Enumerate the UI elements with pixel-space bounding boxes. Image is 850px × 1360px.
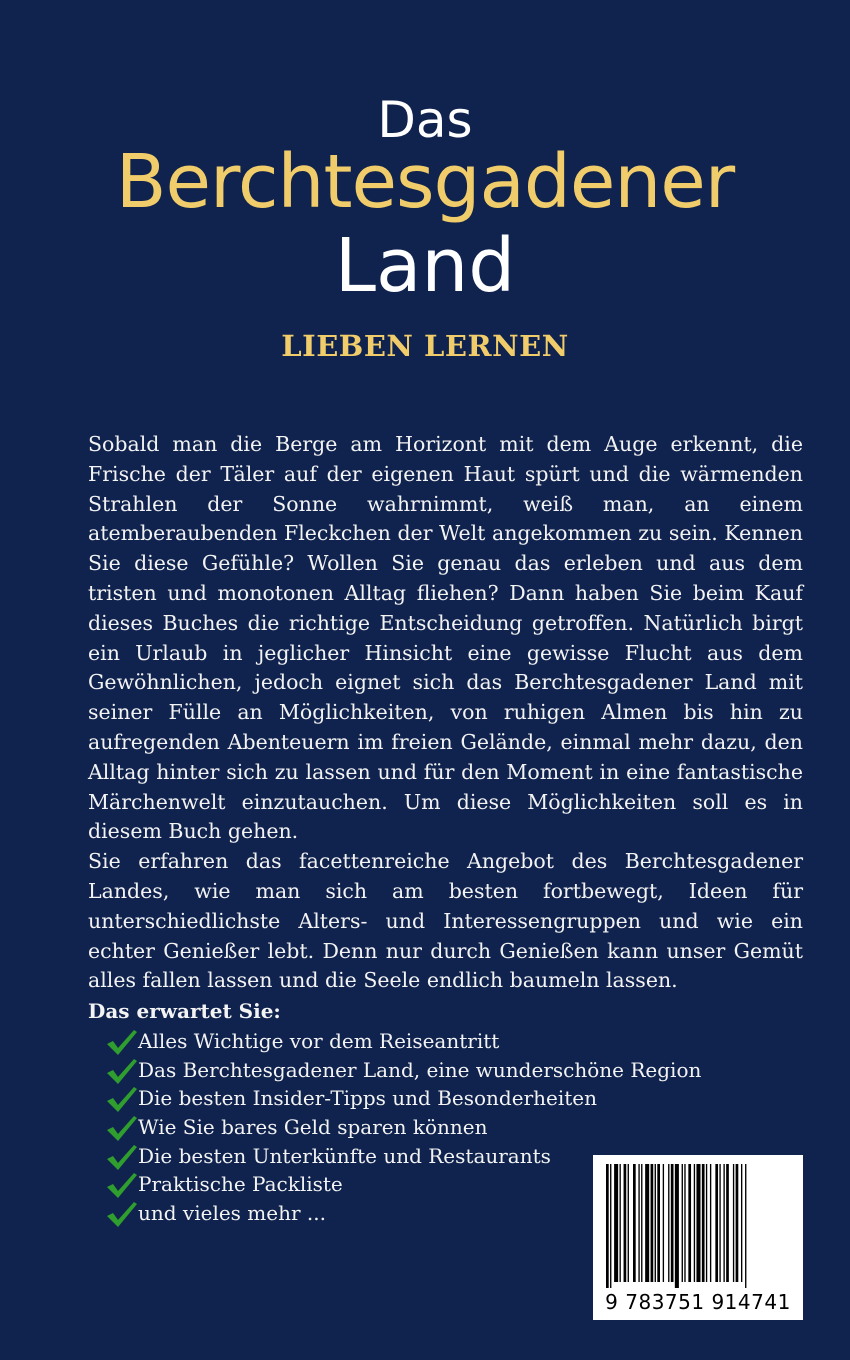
- barcode-bar: [710, 1164, 711, 1282]
- barcode-bar: [696, 1164, 700, 1282]
- checkmark-icon: [104, 1113, 138, 1143]
- barcode-bar: [733, 1164, 734, 1282]
- barcode-bar: [645, 1164, 649, 1282]
- barcode-bar: [688, 1164, 691, 1282]
- barcode-bar: [684, 1164, 685, 1282]
- barcode-bar: [741, 1164, 742, 1282]
- barcode-bar: [628, 1164, 629, 1282]
- checkmark-icon: [104, 1084, 138, 1114]
- checkmark-icon: [104, 1170, 138, 1200]
- barcode-bar: [641, 1164, 642, 1282]
- feature-item: [88, 1056, 701, 1085]
- barcode-bar: [675, 1164, 679, 1288]
- barcode-bar: [657, 1164, 660, 1282]
- barcode-bar: [715, 1164, 718, 1282]
- barcode-bars: [605, 1164, 791, 1288]
- barcode-bar: [671, 1164, 674, 1282]
- features-heading: Das erwartet Sie:: [88, 999, 281, 1023]
- barcode-bar: [633, 1164, 636, 1282]
- feature-label: Praktische Packliste: [138, 1172, 343, 1197]
- barcode-bar: [736, 1164, 739, 1282]
- barcode-bar: [610, 1164, 611, 1288]
- feature-label: Die besten Insider-Tipps und Besonderheiten: [138, 1086, 597, 1111]
- checkmark-icon: [104, 1199, 138, 1229]
- barcode-bar: [638, 1164, 639, 1282]
- isbn-number: 9 783751 914741: [605, 1290, 791, 1314]
- checkmark-icon: [104, 1027, 138, 1057]
- blurb-paragraph-2: Sie erfahren das facettenreiche Angebot des Berchtesgadener Landes, wie man sich am besten fortbewegt, Ideen für unterschiedlichste Alters- und Interessengruppen und wie ein echter Genießer lebt. Denn nur durch Genießen kann unser Gemüt alles fallen lassen und die Seele endlich baumeln lassen.: [88, 849, 803, 993]
- barcode-bar: [694, 1164, 695, 1282]
- barcode-bar: [655, 1164, 656, 1282]
- feature-label: Die besten Unterkünfte und Restaurants: [138, 1143, 551, 1168]
- checkmark-icon: [104, 1142, 138, 1172]
- barcode-bar: [726, 1164, 729, 1282]
- barcode-bar: [668, 1164, 669, 1282]
- title-line-land: Land: [334, 223, 516, 309]
- barcode-bar: [606, 1164, 609, 1288]
- barcode-bar: [723, 1164, 724, 1282]
- checkmark-icon: [104, 1056, 138, 1086]
- feature-item: [88, 1084, 701, 1113]
- title-line-das: Das: [377, 91, 473, 149]
- barcode-bar: [706, 1164, 707, 1282]
- barcode-bar: [651, 1164, 654, 1282]
- feature-label: Das Berchtesgadener Land, eine wunderschöne Region: [138, 1057, 702, 1082]
- barcode-bar: [719, 1164, 720, 1282]
- barcode-bar: [745, 1164, 746, 1288]
- barcode-bar: [624, 1164, 627, 1282]
- barcode-bar: [682, 1164, 683, 1282]
- barcode-bar: [614, 1164, 618, 1282]
- blurb-text: [88, 430, 803, 996]
- feature-item: [88, 1113, 701, 1142]
- feature-label: Wie Sie bares Geld sparen können: [138, 1115, 488, 1140]
- subtitle: LIEBEN LERNEN: [281, 329, 569, 363]
- feature-label: und vieles mehr ...: [138, 1201, 326, 1226]
- barcode-bar: [663, 1164, 664, 1282]
- barcode-bar: [620, 1164, 621, 1282]
- feature-label: Alles Wichtige vor dem Reiseantritt: [138, 1029, 500, 1053]
- isbn-barcode: [593, 1155, 803, 1320]
- barcode-bar: [702, 1164, 705, 1282]
- feature-item: [88, 1027, 701, 1056]
- blurb-paragraph-1: Sobald man die Berge am Horizont mit dem Auge erkennt, die Frische der Täler auf der eigenen Haut spürt und die wärmenden Strahlen der Sonne wahrnimmt, weiß man, an einem atemberaubenden Fleckchen der Welt angekommen zu sein. Kennen Sie diese Gefühle? Wollen Sie genau das erleben und aus dem tristen und monotonen Alltag fliehen? Dann haben Sie beim Kauf dieses Buches die richtige Entscheidung getroffen. Natürlich birgt ein Urlaub in jeglicher Hinsicht eine gewisse Flucht aus dem Gewöhnlichen, jedoch eignet sich das Berchtesgadener Land mit seiner Fülle an Möglichkeiten, von ruhigen Almen bis hin zu aufregenden Abenteuern im freien Gelände, einmal mehr dazu, den Alltag hinter sich zu lassen und für den Moment in eine fantastische Märchenwelt einzutauchen. Um diese Möglichkeiten soll es in diesem Buch gehen.: [88, 432, 803, 844]
- title-line-berchtesgadener: Berchtesgadener: [115, 139, 735, 225]
